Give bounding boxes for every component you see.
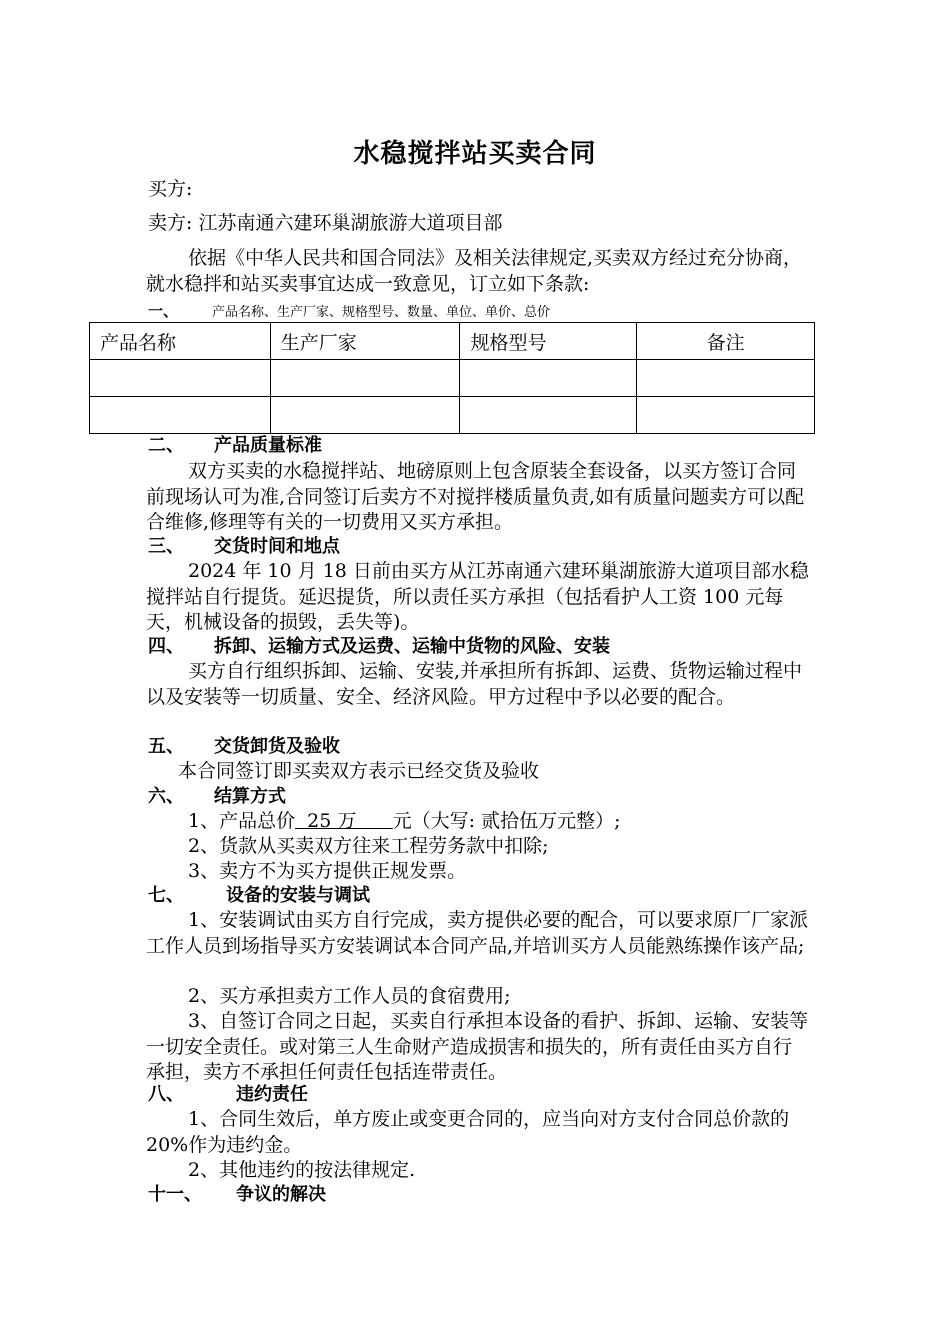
section-5-number: 五、	[148, 736, 184, 757]
header-model: 规格型号	[460, 323, 637, 360]
preamble-text: 依据《中华人民共和国合同法》及相关法律规定,买卖双方经过充分协商，就水稳拌和站买卖事宜达成一致意见，订立如下条款:	[146, 247, 803, 295]
section-7-item-1	[146, 908, 810, 959]
section-8-heading	[148, 1084, 308, 1106]
product-table	[89, 322, 815, 434]
table-cell[interactable]	[90, 360, 271, 397]
section-11-number: 十一、	[148, 1184, 202, 1205]
section-5-title: 交货卸货及验收	[214, 736, 340, 757]
table-cell[interactable]	[270, 360, 460, 397]
total-price-words: 元（大写: 贰拾伍万元整）;	[392, 810, 621, 832]
table-cell[interactable]	[637, 360, 815, 397]
preamble	[146, 246, 810, 297]
section-2-title: 产品质量标准	[214, 435, 322, 456]
table-cell[interactable]	[637, 397, 815, 434]
section-7-title: 设备的安装与调试	[226, 885, 370, 906]
section-8-item-1	[146, 1107, 810, 1158]
table-header-row	[90, 323, 815, 360]
section-8-item-2: 2、其他违约的按法律规定.	[188, 1159, 416, 1181]
section-3-number: 三、	[148, 536, 184, 557]
section-3-title: 交货时间和地点	[214, 536, 340, 557]
section-8-number: 八、	[148, 1084, 184, 1105]
section-6-item-3: 3、卖方不为买方提供正规发票。	[188, 860, 467, 882]
total-price-amount: 25 万	[295, 810, 393, 832]
section-1-heading	[148, 300, 550, 321]
section-5-text: 本合同签订即买卖双方表示已经交货及验收	[178, 760, 540, 782]
section-3-body	[146, 559, 810, 636]
section-6-number: 六、	[148, 786, 184, 807]
section-4-heading	[148, 636, 610, 658]
section-8-item-1-text: 1、合同生效后，单方废止或变更合同的，应当向对方支付合同总价款的 20%作为违约金。	[146, 1108, 790, 1156]
table-row	[90, 360, 815, 397]
section-6-title: 结算方式	[214, 786, 286, 807]
section-7-item-3-text: 3、自签订合同之日起，买卖自行承担本设备的看护、拆卸、运输、安装等一切安全责任。或对第三人生命财产造成损害和损失的，所有责任由买方自行承担，卖方不承担任何责任包括连带责任。	[146, 1010, 809, 1083]
section-4-text: 买方自行组织拆卸、运输、安装,并承担所有拆卸、运费、货物运输过程中以及安装等一切质量、安全、经济风险。甲方过程中予以必要的配合。	[146, 660, 803, 708]
header-manufacturer: 生产厂家	[270, 323, 460, 360]
total-price-label: 1、产品总价	[188, 810, 296, 832]
header-product-name: 产品名称	[90, 323, 271, 360]
section-5-heading	[148, 736, 340, 758]
section-4-number: 四、	[148, 636, 184, 657]
section-2-heading	[148, 435, 322, 457]
section-2-number: 二、	[148, 435, 184, 456]
section-6-heading	[148, 786, 286, 808]
section-7-item-2: 2、买方承担卖方工作人员的食宿费用;	[188, 985, 511, 1007]
section-6-item-2: 2、货款从买卖双方往来工程劳务款中扣除;	[188, 835, 549, 857]
section-7-heading	[148, 885, 370, 907]
section-8-title: 违约责任	[236, 1084, 308, 1105]
section-7-number: 七、	[148, 885, 184, 906]
table-cell[interactable]	[270, 397, 460, 434]
section-1-number: 一、	[148, 302, 179, 320]
section-6-item-1	[188, 809, 620, 833]
section-3-heading	[148, 536, 340, 558]
section-11-title: 争议的解决	[236, 1184, 326, 1205]
section-3-text: 2024 年 10 月 18 日前由买方从江苏南通六建环巢湖旅游大道项目部水稳搅拌站自行提货。延迟提货，所以责任买方承担（包括看护人工资 100 元每天，机械设备的损毁，丢失等)。	[146, 560, 809, 633]
table-cell[interactable]	[460, 360, 637, 397]
table-cell[interactable]	[90, 397, 271, 434]
section-4-body	[146, 659, 810, 710]
table-row	[90, 397, 815, 434]
section-7-item-3	[146, 1009, 810, 1086]
section-7-item-1-text: 1、安装调试由买方自行完成，卖方提供必要的配合，可以要求原厂厂家派工作人员到场指导买方安装调试本合同产品,并培训买方人员能熟练操作该产品;	[146, 909, 809, 957]
section-2-body	[146, 459, 810, 536]
section-1-text: 产品名称、生产厂家、规格型号、数量、单位、单价、总价	[212, 305, 551, 320]
seller-line: 卖方: 江苏南通六建环巢湖旅游大道项目部	[148, 212, 503, 234]
table-cell[interactable]	[460, 397, 637, 434]
buyer-line: 买方:	[148, 178, 193, 200]
header-remarks: 备注	[637, 323, 815, 360]
section-4-title: 拆卸、运输方式及运费、运输中货物的风险、安装	[214, 636, 610, 657]
section-11-heading	[148, 1184, 326, 1206]
section-2-text: 双方买卖的水稳搅拌站、地磅原则上包含原装全套设备，以买方签订合同前现场认可为准,合同签订后卖方不对搅拌楼质量负责,如有质量问题卖方可以配合维修,修理等有关的一切费用又买方承担。	[146, 460, 805, 533]
document-title: 水稳搅拌站买卖合同	[353, 139, 597, 169]
